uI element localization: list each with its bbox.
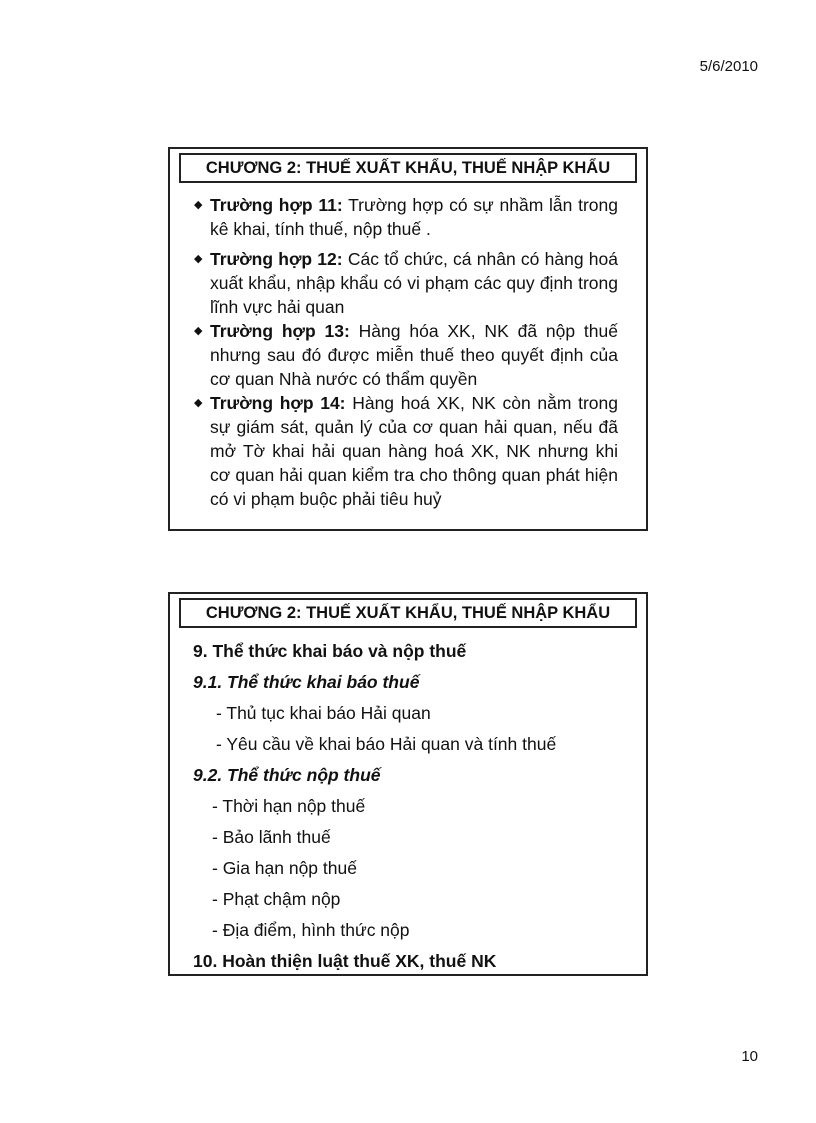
slide-1-title: CHƯƠNG 2: THUẾ XUẤT KHẨU, THUẾ NHẬP KHẨU — [179, 153, 637, 183]
slide-1 — [168, 147, 648, 531]
case-item-11 — [194, 193, 619, 241]
subsection-9-1: 9.1. Thể thức khai báo thuế — [193, 672, 420, 692]
section-heading-9: 9. Thể thức khai báo và nộp thuế — [193, 641, 467, 661]
section-heading-10: 10. Hoàn thiện luật thuế XK, thuế NK — [193, 951, 497, 971]
case-label: Trường hợp 13: — [210, 321, 350, 341]
slide-2-body — [170, 628, 646, 977]
list-item: - Bảo lãnh thuế — [212, 827, 331, 847]
diamond-bullet-icon: ◆ — [194, 325, 203, 337]
case-label: Trường hợp 11: — [210, 195, 343, 215]
case-text: Hàng hóa XK, NK đã nộp thuế nhưng sau đó được miễn thuế theo quyết định của cơ quan Nhà nước có thẩm quyền — [210, 321, 618, 389]
case-label: Trường hợp 14: — [210, 393, 346, 413]
case-list — [170, 193, 646, 511]
case-item-14 — [194, 391, 618, 511]
case-text: Các tổ chức, cá nhân có hàng hoá xuất khẩu, nhập khẩu có vi phạm các quy định trong lĩnh vực hải quan — [210, 249, 618, 317]
case-label: Trường hợp 12: — [210, 249, 343, 269]
list-item: - Phạt chậm nộp — [212, 889, 341, 909]
slide-2-title: CHƯƠNG 2: THUẾ XUẤT KHẨU, THUẾ NHẬP KHẨU — [179, 598, 637, 628]
page-date: 5/6/2010 — [699, 58, 758, 75]
list-item: - Địa điểm, hình thức nộp — [212, 920, 410, 940]
case-text: Trường hợp có sự nhầm lẫn trong kê khai, tính thuế, nộp thuế . — [210, 195, 619, 239]
diamond-bullet-icon: ◆ — [194, 397, 203, 409]
case-item-13 — [194, 319, 618, 391]
list-item: - Thủ tục khai báo Hải quan — [216, 703, 431, 723]
subsection-9-2: 9.2. Thể thức nộp thuế — [193, 765, 381, 785]
list-item: - Thời hạn nộp thuế — [212, 796, 366, 816]
page-number: 10 — [741, 1048, 758, 1065]
case-text: Hàng hoá XK, NK còn nằm trong sự giám sát, quản lý của cơ quan hải quan, nếu đã mở Tờ khai hải quan hàng hoá XK, NK nhưng khi cơ quan hải quan kiểm tra cho thông quan phát hiện có vi phạm buộc phải tiêu huỷ — [210, 393, 618, 509]
list-item: - Gia hạn nộp thuế — [212, 858, 357, 878]
diamond-bullet-icon: ◆ — [194, 199, 203, 211]
slide-2 — [168, 592, 648, 976]
diamond-bullet-icon: ◆ — [194, 253, 203, 265]
case-item-12 — [194, 247, 618, 319]
list-item: - Yêu cầu về khai báo Hải quan và tính thuế — [216, 734, 557, 754]
